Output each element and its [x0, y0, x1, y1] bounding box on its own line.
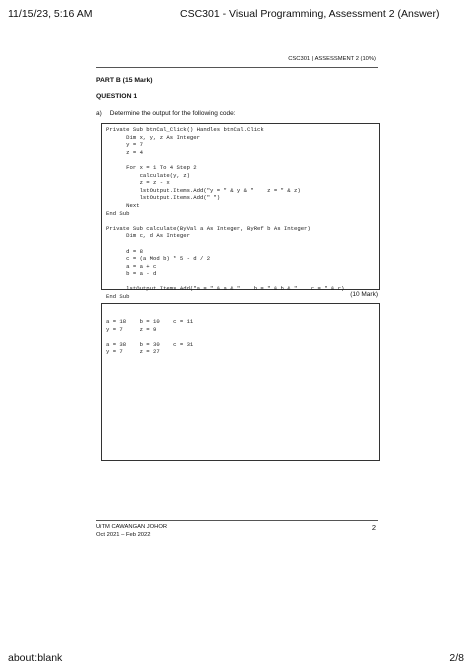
footer-semester: Oct 2021 – Feb 2022 [96, 532, 151, 538]
code-line [106, 217, 375, 225]
question-item-label: a) [96, 110, 102, 117]
code-line [106, 156, 375, 164]
code-line: Dim x, y, z As Integer [106, 133, 200, 141]
code-line: lstOutput.Items.Add("y = " & y & " z = " & z) [106, 186, 301, 194]
code-line: For x = 1 To 4 Step 2 [106, 163, 197, 171]
code-line: lstOutput.Items.Add("a = " & a & " b = " & b & " c = " & c) [106, 285, 345, 293]
code-line: y = 7 [106, 141, 143, 149]
code-line: z = 4 [106, 148, 143, 156]
code-line: Private Sub btnCal_Click() Handles btnCal.Click [106, 126, 264, 133]
answer-line [106, 333, 375, 341]
code-line: lstOutput.Items.Add(" ") [106, 194, 221, 202]
print-datetime: 11/15/23, 5:16 AM [8, 8, 93, 20]
answer-line: a = 18 b = 10 c = 11 [106, 318, 194, 325]
header-divider [96, 67, 378, 68]
code-line: b = a - d [106, 270, 157, 278]
course-header: CSC301 | ASSESSMENT 2 (10%) [288, 56, 376, 62]
part-title: PART B (15 Mark) [96, 77, 153, 84]
code-line: calculate(y, z) [106, 171, 190, 179]
print-url: about:blank [8, 652, 63, 664]
code-line [106, 278, 375, 286]
code-line: Dim c, d As Integer [106, 232, 190, 240]
answer-block [101, 303, 380, 461]
question-item-text: Determine the output for the following code: [109, 110, 236, 117]
code-line: End Sub [106, 209, 130, 217]
code-line: d = 8 [106, 247, 143, 255]
marks-label: (10 Mark) [350, 291, 378, 298]
code-line: End Sub [106, 293, 130, 301]
code-line: a = a + c [106, 262, 157, 270]
code-line [106, 240, 375, 248]
question-item [96, 110, 236, 117]
page-number: 2 [371, 523, 376, 532]
answer-line: a = 38 b = 30 c = 31 [106, 340, 194, 348]
question-title: QUESTION 1 [96, 93, 138, 100]
code-line: Private Sub calculate(ByVal a As Integer, ByRef b As Integer) [106, 224, 311, 232]
code-line: z = z - x [106, 179, 170, 187]
code-line: Next [106, 201, 140, 209]
answer-line: y = 7 z = 9 [106, 325, 157, 333]
code-line: c = (a Mod b) * 5 - d / 2 [106, 255, 211, 263]
footer-organization: UiTM CAWANGAN JOHOR [96, 524, 168, 530]
footer-divider [96, 520, 378, 521]
answer-line: y = 7 z = 27 [106, 348, 160, 356]
print-page-count: 2/8 [449, 652, 464, 664]
print-title: CSC301 - Visual Programming, Assessment 2 (Answer) [180, 8, 440, 20]
